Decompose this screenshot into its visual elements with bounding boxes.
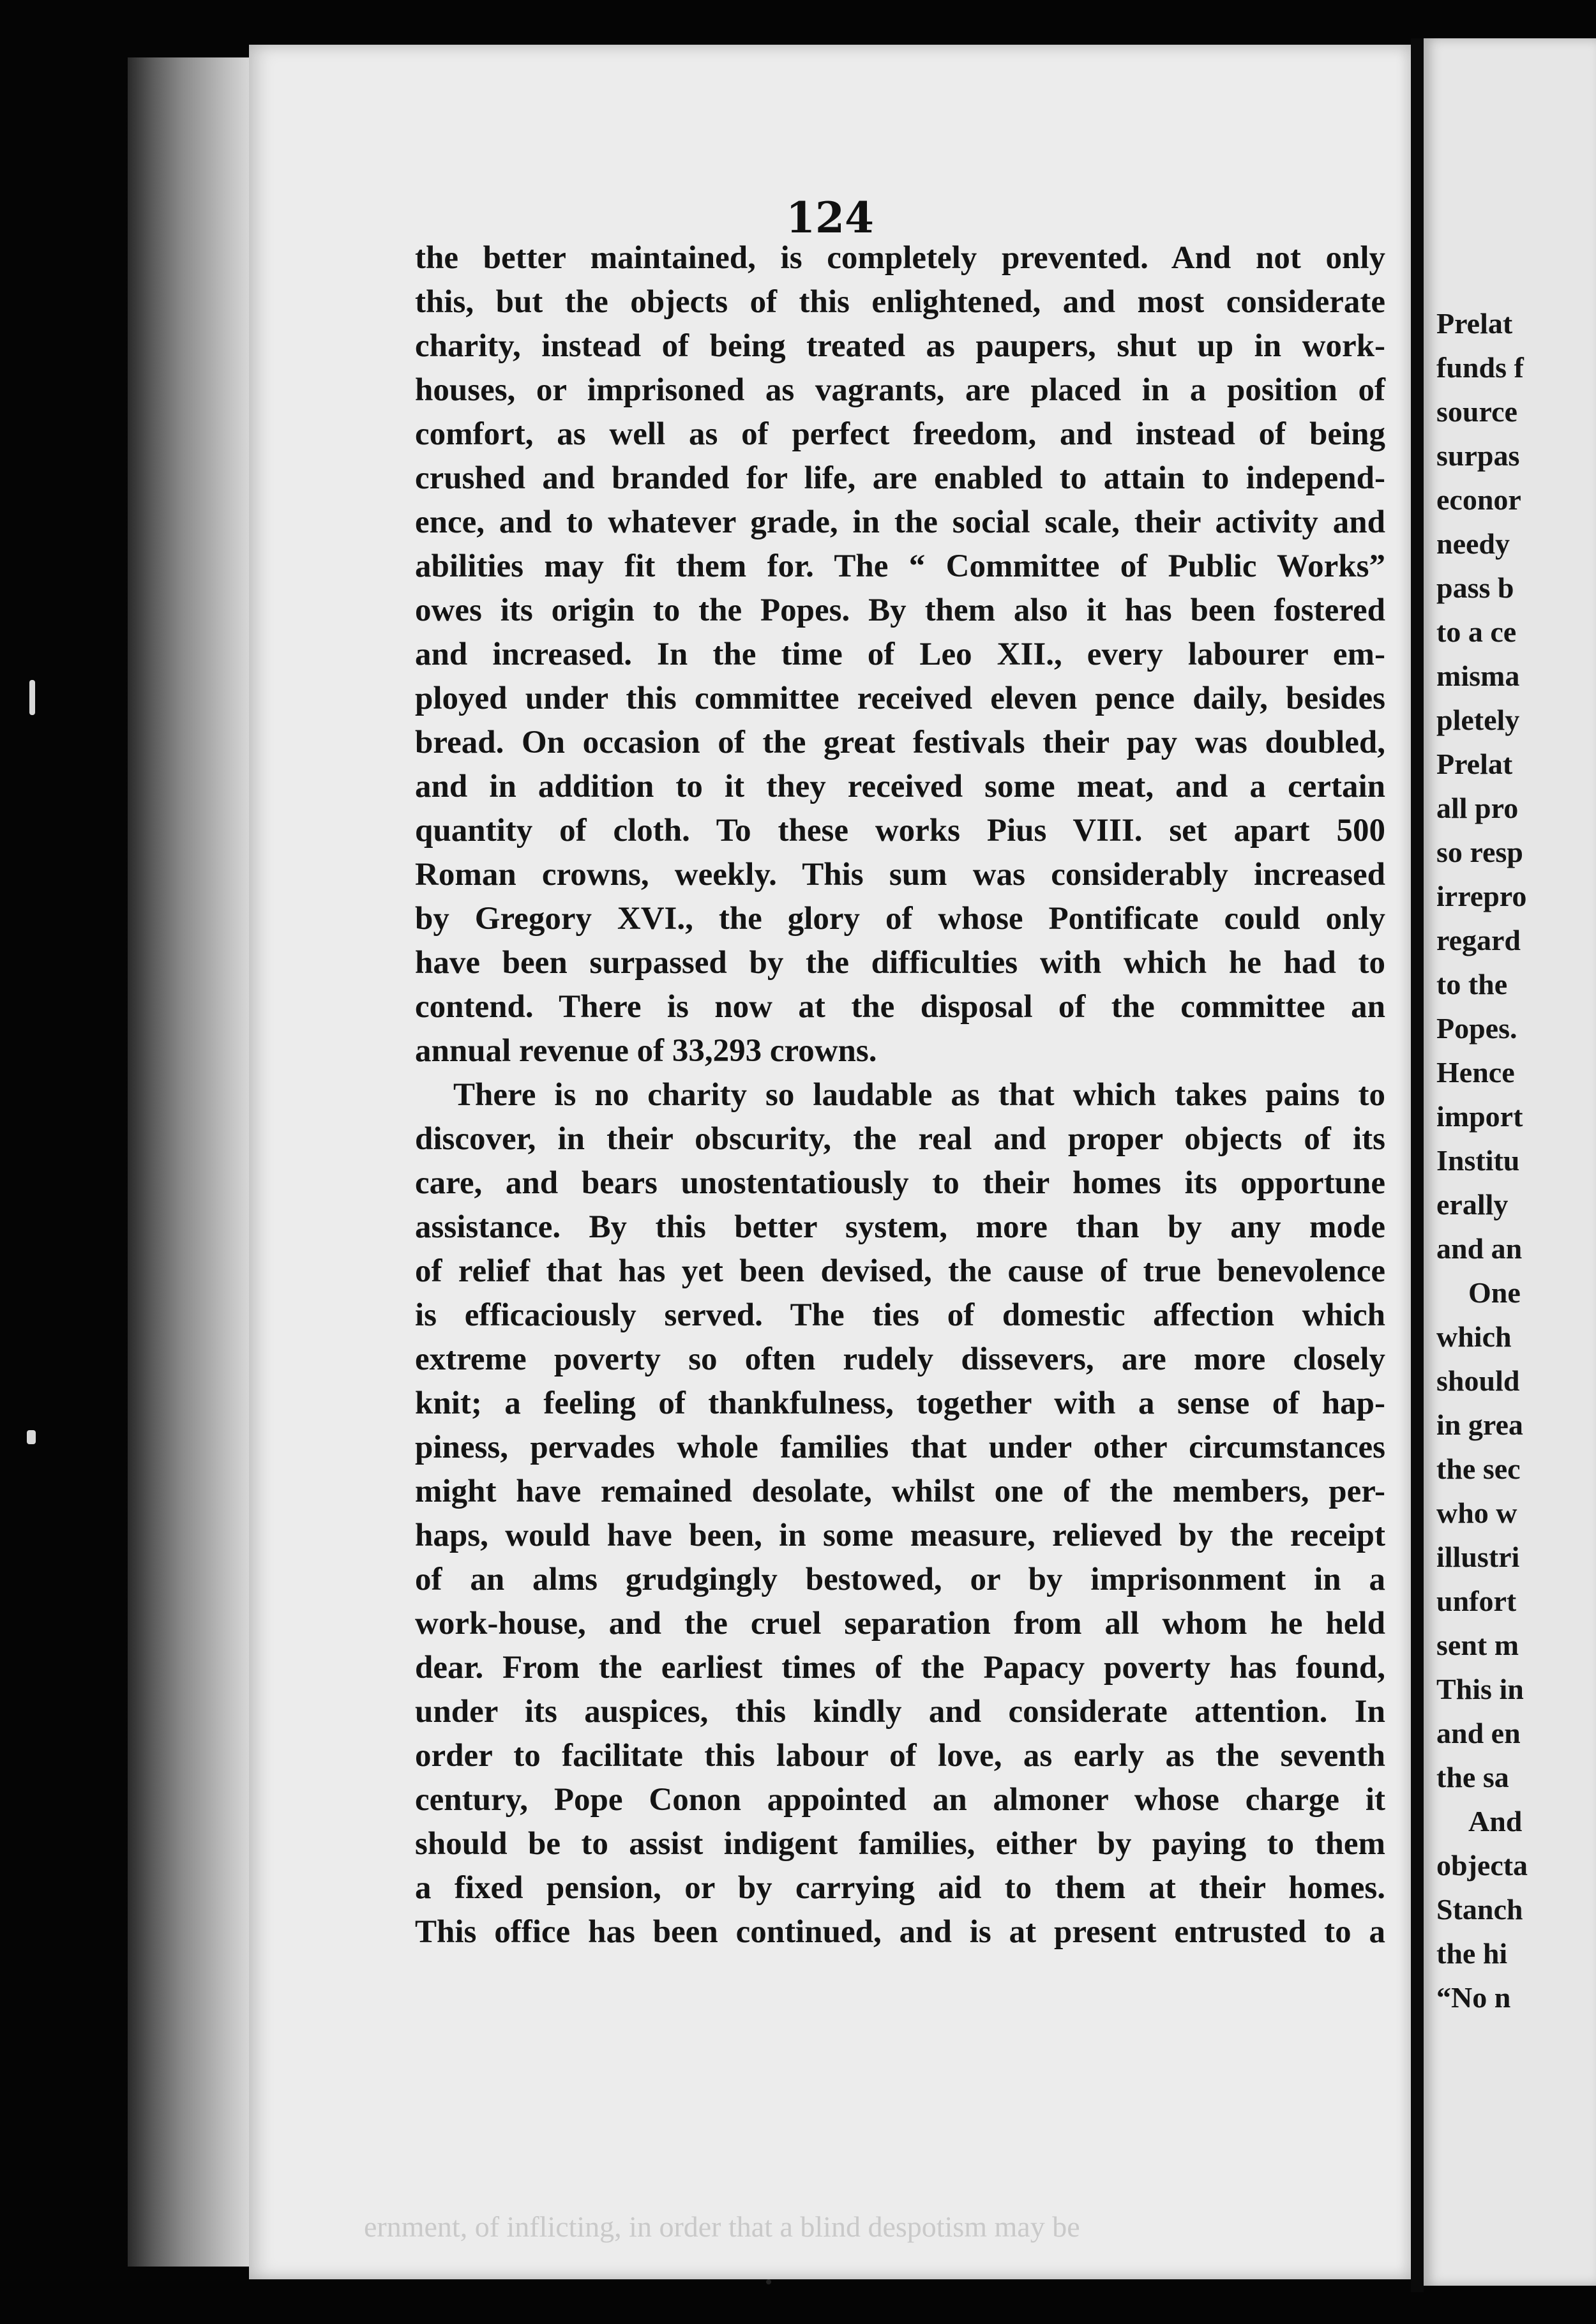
right-page-line-fragment: erally [1436,1188,1509,1221]
text-line: piness, pervades whole families that under other circumstances [415,1430,1385,1465]
right-page-line-fragment: Prelat [1436,307,1513,340]
text-line: ployed under this committee received eleven pence daily, besides [415,681,1385,716]
margin-mark-bottom [27,1430,36,1444]
right-page-line-fragment: Prelat [1436,748,1513,780]
right-page-line-fragment: And [1468,1805,1523,1837]
text-line: is efficaciously served. The ties of domestic affection which [415,1297,1385,1333]
text-line: owes its origin to the Popes. By them also it has been fostered [415,592,1385,628]
text-line: order to facilitate this labour of love, as early as the seventh [415,1738,1385,1774]
text-line: This office has been continued, and is at present entrusted to a [415,1914,1385,1950]
text-line: of an alms grudgingly bestowed, or by imprisonment in a [415,1562,1385,1597]
book-spine-edge [128,57,249,2267]
text-line: should be to assist indigent families, either by paying to them [415,1826,1385,1862]
right-page-line-fragment: Hence [1436,1056,1515,1089]
right-page-line-fragment: the sa [1436,1761,1509,1793]
right-page-line-fragment: source [1436,395,1517,428]
right-page-line-fragment: unfort [1436,1585,1517,1617]
text-line: comfort, as well as of perfect freedom, and instead of being [415,416,1385,452]
text-line: crushed and branded for life, are enabled to attain to independ- [415,460,1385,496]
text-line: have been surpassed by the difficulties with which he had to [415,945,1385,981]
text-line: work-house, and the cruel separation from all whom he held [415,1606,1385,1641]
page-number: 124 [786,193,874,243]
text-line: a fixed pension, or by carrying aid to them at their homes. [415,1870,1385,1906]
right-page-text-fragments [1436,301,1596,2019]
right-page-line-fragment: “No n [1436,1981,1511,2014]
page-gutter [1411,38,1424,2292]
page-body-text [415,236,1385,1954]
text-line: might have remained desolate, whilst one of the members, per- [415,1474,1385,1509]
text-line: of relief that has yet been devised, the cause of true benevolence [415,1253,1385,1289]
left-page [249,45,1411,2279]
right-page-line-fragment: to a ce [1436,615,1517,648]
text-line: this, but the objects of this enlightened, and most considerate [415,284,1385,320]
text-line: haps, would have been, in some measure, relieved by the receipt [415,1518,1385,1553]
text-line: the better maintained, is completely prevented. And not only [415,240,1385,276]
right-page-line-fragment: should [1436,1364,1520,1397]
margin-mark-top [29,680,35,715]
right-page-edge [1424,38,1596,2286]
bleed-through-text: ernment, of inflicting, in order that a blind despotism may be [364,2210,1080,2243]
right-page-line-fragment: import [1436,1100,1523,1133]
text-line: assistance. By this better system, more than by any mode [415,1209,1385,1245]
right-page-line-fragment: in grea [1436,1408,1523,1441]
text-line: care, and bears unostentatiously to their homes its opportune [415,1165,1385,1201]
right-page-line-fragment: so resp [1436,836,1523,868]
right-page-line-fragment: needy [1436,527,1510,560]
text-line: and increased. In the time of Leo XII., every labourer em- [415,637,1385,672]
right-page-line-fragment: who w [1436,1497,1517,1529]
right-page-line-fragment: regard [1436,924,1521,956]
text-line: houses, or imprisoned as vagrants, are placed in a position of [415,372,1385,408]
text-line: by Gregory XVI., the glory of whose Pontificate could only [415,901,1385,937]
text-line: abilities may fit them for. The “ Committee of Public Works” [415,548,1385,584]
right-page-line-fragment: Institu [1436,1144,1520,1177]
text-line: under its auspices, this kindly and considerate attention. In [415,1694,1385,1730]
text-line: discover, in their obscurity, the real and proper objects of its [415,1121,1385,1157]
right-page-line-fragment: Popes. [1436,1012,1517,1045]
text-line: knit; a feeling of thankfulness, together with a sense of hap- [415,1385,1385,1421]
right-page-line-fragment: objecta [1436,1849,1528,1882]
text-line: dear. From the earliest times of the Papacy poverty has found, [415,1650,1385,1686]
text-line: There is no charity so laudable as that which takes pains to [453,1077,1385,1113]
text-line: extreme poverty so often rudely dissevers, are more closely [415,1341,1385,1377]
right-page-line-fragment: irrepro [1436,880,1527,912]
right-page-line-fragment: econor [1436,483,1521,516]
right-page-line-fragment: the hi [1436,1937,1508,1970]
text-line: ence, and to whatever grade, in the social scale, their activity and [415,504,1385,540]
right-page-line-fragment: surpas [1436,439,1520,472]
right-page-line-fragment: This in [1436,1673,1524,1705]
right-page-line-fragment: which [1436,1320,1512,1353]
right-page-line-fragment: the sec [1436,1452,1521,1485]
right-page-line-fragment: illustri [1436,1541,1520,1573]
text-line: charity, instead of being treated as paupers, shut up in work- [415,328,1385,364]
text-line: contend. There is now at the disposal of the committee an [415,989,1385,1025]
right-page-line-fragment: pass b [1436,571,1514,604]
text-line: bread. On occasion of the great festivals their pay was doubled, [415,725,1385,760]
text-line: and in addition to it they received some meat, and a certain [415,769,1385,804]
text-line: quantity of cloth. To these works Pius VIII. set apart 500 [415,813,1385,849]
right-page-line-fragment: and en [1436,1717,1521,1749]
text-line: annual revenue of 33,293 crowns. [415,1033,877,1069]
right-page-line-fragment: to the [1436,968,1508,1000]
right-page-line-fragment: sent m [1436,1629,1519,1661]
right-page-line-fragment: funds f [1436,351,1524,384]
right-page-line-fragment: Stanch [1436,1893,1523,1926]
text-line: Roman crowns, weekly. This sum was considerably increased [415,857,1385,893]
right-page-line-fragment: pletely [1436,704,1520,736]
right-page-line-fragment: all pro [1436,792,1519,824]
print-speck [766,2279,771,2284]
text-line: century, Pope Conon appointed an almoner whose charge it [415,1782,1385,1818]
right-page-line-fragment: misma [1436,660,1520,692]
right-page-line-fragment: One [1468,1276,1521,1309]
right-page-line-fragment: and an [1436,1232,1523,1265]
